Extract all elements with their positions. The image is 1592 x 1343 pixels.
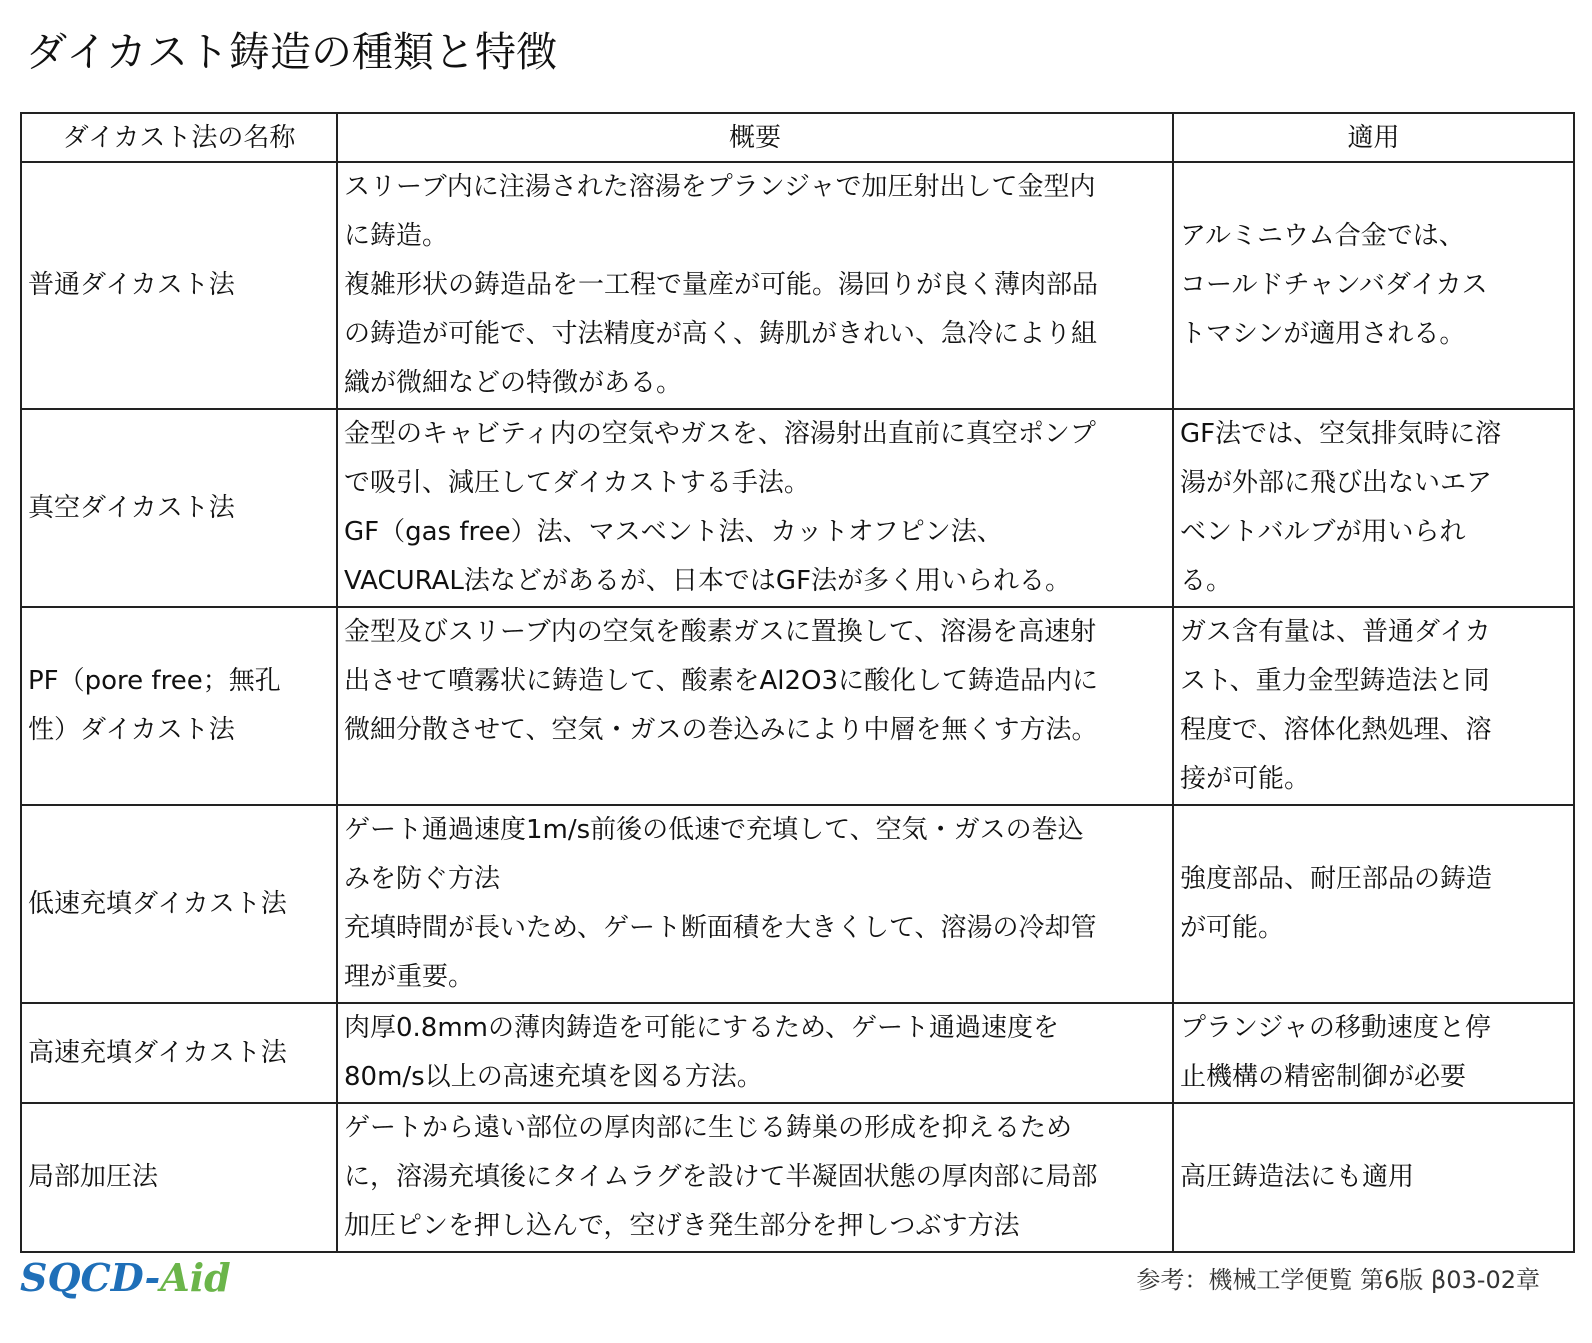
method-name-cell xyxy=(21,409,337,607)
cell-text-line: 加圧ピンを押し込んで，空げき発生部分を押しつぶす方法 xyxy=(344,1211,1020,1241)
logo-text-sqcd: SQCD- xyxy=(20,1255,161,1300)
cell-text-line: 高圧鋳造法にも適用 xyxy=(1180,1162,1415,1192)
application-cell xyxy=(1173,1003,1574,1103)
overview-cell xyxy=(337,162,1173,409)
application-cell xyxy=(1173,607,1574,805)
cell-text-line: 強度部品、耐圧部品の鋳造 xyxy=(1180,864,1493,894)
cell-text-line: 80m/s以上の高速充填を図る方法。 xyxy=(344,1062,763,1092)
application-cell xyxy=(1173,1103,1574,1252)
cell-text-line: ゲート通過速度1m/s前後の低速で充填して、空気・ガスの巻込 xyxy=(344,815,1084,845)
header-application: 適用 xyxy=(1173,113,1574,162)
cell-text-line: 普通ダイカスト法 xyxy=(28,270,235,300)
cell-text-line: 理が重要。 xyxy=(344,962,475,992)
overview-cell xyxy=(337,409,1173,607)
cell-text-line: スト、重力金型鋳造法と同 xyxy=(1180,666,1490,696)
cell-text-line: 出させて噴霧状に鋳造して、酸素をAl2O3に酸化して鋳造品内に xyxy=(344,666,1099,696)
cell-text-line: 微細分散させて、空気・ガスの巻込みにより中層を無くす方法。 xyxy=(344,715,1098,745)
cell-text-line: 織が微細などの特徴がある。 xyxy=(344,368,683,398)
cell-text-line: ガス含有量は、普通ダイカ xyxy=(1180,617,1491,647)
cell-text-line: ゲートから遠い部位の厚肉部に生じる鋳巣の形成を抑えるため xyxy=(344,1113,1073,1143)
cell-text-line: 複雑形状の鋳造品を一工程で量産が可能。湯回りが良く薄肉部品 xyxy=(344,270,1099,300)
reference-note: 参考：機械工学便覧 第6版 β03-02章 xyxy=(1136,1266,1540,1294)
method-name-cell xyxy=(21,1103,337,1252)
table-row xyxy=(21,162,1574,409)
page-title: ダイカスト鋳造の種類と特徴 xyxy=(26,28,557,76)
cell-text-line: 真空ダイカスト法 xyxy=(28,492,235,523)
cell-text-line: 金型及びスリーブ内の空気を酸素ガスに置換して、溶湯を高速射 xyxy=(344,617,1097,647)
table-row xyxy=(21,1103,1574,1252)
cell-text-line: プランジャの移動速度と停 xyxy=(1180,1013,1491,1043)
cell-text-line: 金型のキャビティ内の空気やガスを、溶湯射出直前に真空ポンプ xyxy=(344,419,1096,449)
application-cell xyxy=(1173,162,1574,409)
table-header-row xyxy=(21,113,1574,162)
table-row xyxy=(21,409,1574,607)
cell-text-line: スリーブ内に注湯された溶湯をプランジャで加圧射出して金型内 xyxy=(344,172,1096,202)
header-method-name: ダイカスト法の名称 xyxy=(21,113,337,162)
cell-text-line: 低速充填ダイカスト法 xyxy=(28,888,287,919)
table-body xyxy=(21,162,1574,1252)
cell-text-line: 性）ダイカスト法 xyxy=(28,715,235,745)
cell-text-line: の鋳造が可能で、寸法精度が高く、鋳肌がきれい、急冷により組 xyxy=(344,319,1097,349)
cell-text-line: VACURAL法などがあるが、日本ではGF法が多く用いられる。 xyxy=(344,566,1072,596)
cell-text-line: 局部加圧法 xyxy=(28,1162,159,1192)
die-casting-table xyxy=(20,112,1575,1253)
application-cell xyxy=(1173,409,1574,607)
cell-text-line: みを防ぐ方法 xyxy=(344,864,501,894)
header-overview: 概要 xyxy=(337,113,1173,162)
cell-text-line: 肉厚0.8mmの薄肉鋳造を可能にするため、ゲート通過速度を xyxy=(344,1013,1059,1043)
cell-text-line: 程度で、溶体化熱処理、溶 xyxy=(1180,715,1492,745)
cell-text-line xyxy=(344,755,1166,804)
cell-text-line: が可能。 xyxy=(1180,913,1285,943)
method-name-cell xyxy=(21,162,337,409)
cell-text-line: GF法では、空気排気時に溶 xyxy=(1180,419,1502,449)
method-name-cell xyxy=(21,1003,337,1103)
cell-text-line: 接が可能。 xyxy=(1180,764,1311,794)
cell-text-line: GF（gas free）法、マスベント法、カットオフピン法、 xyxy=(344,517,1003,547)
cell-text-line: に，溶湯充填後にタイムラグを設けて半凝固状態の厚肉部に局部 xyxy=(344,1162,1098,1192)
overview-cell xyxy=(337,805,1173,1003)
sqcd-aid-logo xyxy=(20,1252,231,1304)
table-row xyxy=(21,805,1574,1003)
cell-text-line: に鋳造。 xyxy=(344,221,449,251)
cell-text-line: トマシンが適用される。 xyxy=(1180,319,1466,349)
table-row xyxy=(21,1003,1574,1103)
cell-text-line: 高速充填ダイカスト法 xyxy=(28,1037,287,1068)
application-cell xyxy=(1173,805,1574,1003)
table-row xyxy=(21,607,1574,805)
method-name-cell xyxy=(21,805,337,1003)
cell-text-line: アルミニウム合金では、 xyxy=(1180,221,1465,251)
overview-cell xyxy=(337,607,1173,805)
cell-text-line: PF（pore free；無孔 xyxy=(28,666,281,696)
cell-text-line: コールドチャンバダイカス xyxy=(1180,270,1488,300)
cell-text-line: ベントバルブが用いられ xyxy=(1180,517,1466,547)
cell-text-line: で吸引、減圧してダイカストする手法。 xyxy=(344,468,810,498)
cell-text-line: 止機構の精密制御が必要 xyxy=(1180,1062,1467,1092)
cell-text-line: る。 xyxy=(1180,566,1233,596)
cell-text-line: 湯が外部に飛び出ないエア xyxy=(1180,468,1493,498)
overview-cell xyxy=(337,1103,1173,1252)
method-name-cell xyxy=(21,607,337,805)
logo-text-aid: Aid xyxy=(160,1255,231,1300)
cell-text-line: 充填時間が長いため、ゲート断面積を大きくして、溶湯の冷却管 xyxy=(344,913,1097,943)
overview-cell xyxy=(337,1003,1173,1103)
